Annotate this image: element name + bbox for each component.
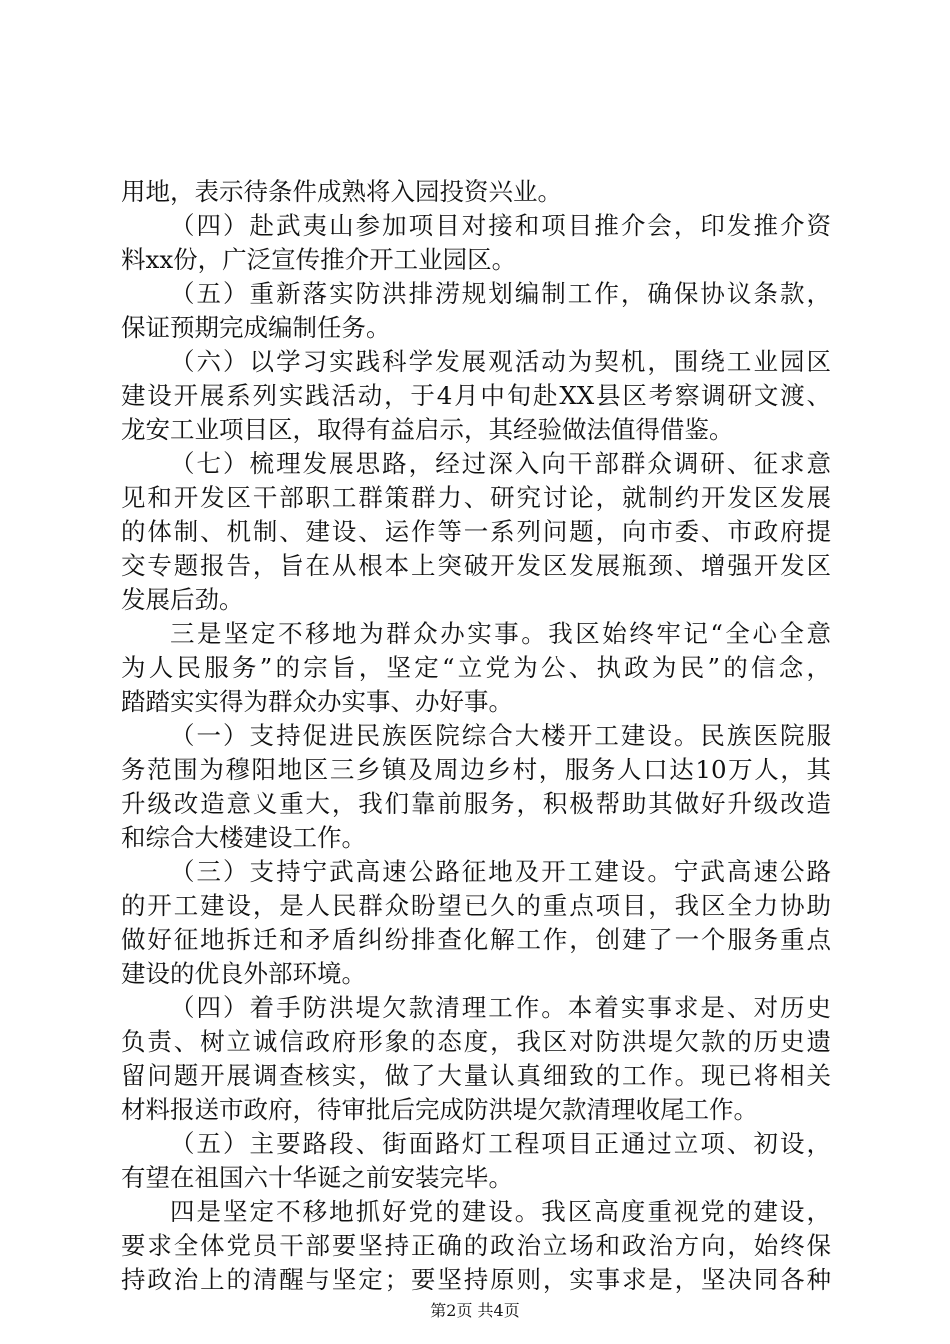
text-line: （一）支持促进民族医院综合大楼开工建设。民族医院服 <box>170 721 831 750</box>
text-line: 为人民服务”的宗旨，坚定“立党为公、执政为民”的信念， <box>121 653 831 682</box>
text-line: 四是坚定不移地抓好党的建设。我区高度重视党的建设， <box>170 1197 831 1226</box>
text-line: 持政治上的清醒与坚定；要坚持原则，实事求是，坚决同各种 <box>121 1265 831 1294</box>
text-line: 和综合大楼建设工作。 <box>121 823 366 852</box>
text-line: 材料报送市政府，待审批后完成防洪堤欠款清理收尾工作。 <box>121 1095 758 1124</box>
text-line: 要求全体党员干部要坚持正确的政治立场和政治方向，始终保 <box>121 1231 831 1260</box>
page-number: 第2页 共4页 <box>430 1301 520 1320</box>
text-line: 龙安工业项目区，取得有益启示，其经验做法值得借鉴。 <box>121 415 734 444</box>
text-line: 的开工建设，是人民群众盼望已久的重点项目，我区全力协助 <box>121 891 831 920</box>
text-line: 发展后劲。 <box>121 585 244 614</box>
text-line: （六）以学习实践科学发展观活动为契机，围绕工业园区 <box>170 347 831 376</box>
text-line: 用地，表示待条件成熟将入园投资兴业。 <box>121 177 562 206</box>
text-line: （五）重新落实防洪排涝规划编制工作，确保协议条款， <box>170 279 831 308</box>
text-line: （四）赴武夷山参加项目对接和项目推介会，印发推介资 <box>170 211 831 240</box>
text-line: 三是坚定不移地为群众办实事。我区始终牢记“全心全意 <box>170 619 831 648</box>
text-line: 有望在祖国六十华诞之前安装完毕。 <box>121 1163 513 1192</box>
text-line: 交专题报告，旨在从根本上突破开发区发展瓶颈、增强开发区 <box>121 551 831 580</box>
text-line: （五）主要路段、街面路灯工程项目正通过立项、初设， <box>170 1129 831 1158</box>
text-line: 见和开发区干部职工群策群力、研究讨论，就制约开发区发展 <box>121 483 831 512</box>
text-line: （四）着手防洪堤欠款清理工作。本着实事求是、对历史 <box>170 993 831 1022</box>
text-line: 升级改造意义重大，我们靠前服务，积极帮助其做好升级改造 <box>121 789 831 818</box>
text-line: 留问题开展调查核实，做了大量认真细致的工作。现已将相关 <box>121 1061 831 1090</box>
text-line: （三）支持宁武高速公路征地及开工建设。宁武高速公路 <box>170 857 831 886</box>
text-line: 料xx份，广泛宣传推介开工业园区。 <box>121 245 517 274</box>
text-line: 保证预期完成编制任务。 <box>121 313 391 342</box>
text-line: 的体制、机制、建设、运作等一系列问题，向市委、市政府提 <box>121 517 831 546</box>
text-line: 务范围为穆阳地区三乡镇及周边乡村，服务人口达10万人，其 <box>121 755 831 784</box>
text-line: 负责、树立诚信政府形象的态度，我区对防洪堤欠款的历史遗 <box>121 1027 831 1056</box>
text-line: （七）梳理发展思路，经过深入向干部群众调研、征求意 <box>170 449 831 478</box>
text-line: 建设开展系列实践活动，于4月中旬赴XX县区考察调研文渡、 <box>121 381 831 410</box>
text-line: 踏踏实实得为群众办实事、办好事。 <box>121 687 513 716</box>
text-line: 做好征地拆迁和矛盾纠纷排查化解工作，创建了一个服务重点 <box>121 925 831 954</box>
text-line: 建设的优良外部环境。 <box>121 959 366 988</box>
